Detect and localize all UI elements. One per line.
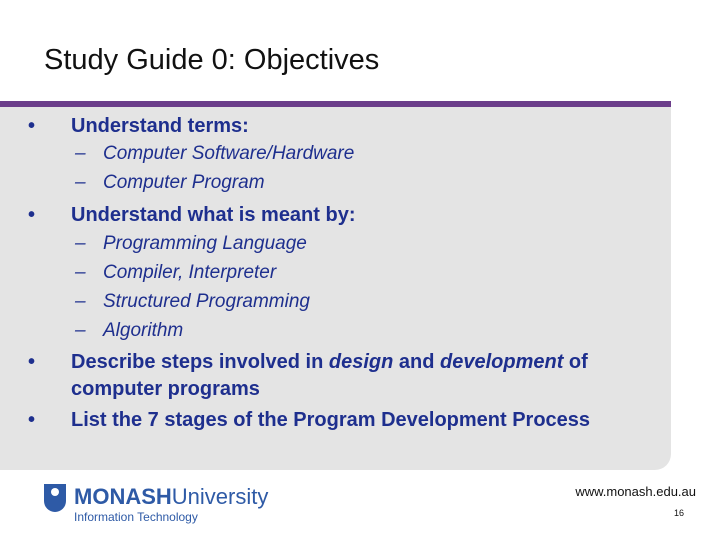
crest-icon [44, 484, 66, 512]
page-number: 16 [673, 508, 684, 518]
logo-wordmark: MONASHUniversity [74, 484, 269, 509]
footer-url: www.monash.edu.au [575, 484, 696, 499]
dash-icon: – [75, 143, 86, 164]
dash-icon: – [75, 172, 86, 193]
dash-icon: – [75, 291, 86, 312]
logo-subtitle: Information Technology [74, 510, 198, 524]
bullet-dot-icon: • [28, 351, 36, 373]
dash-icon: – [75, 233, 86, 254]
slide-title: Study Guide 0: Objectives [44, 44, 380, 76]
bullet-dot-icon: • [28, 204, 36, 226]
bullet-dot-icon: • [28, 409, 36, 431]
dash-icon: – [75, 320, 86, 341]
bullet-dot-icon: • [28, 115, 36, 137]
dash-icon: – [75, 262, 86, 283]
